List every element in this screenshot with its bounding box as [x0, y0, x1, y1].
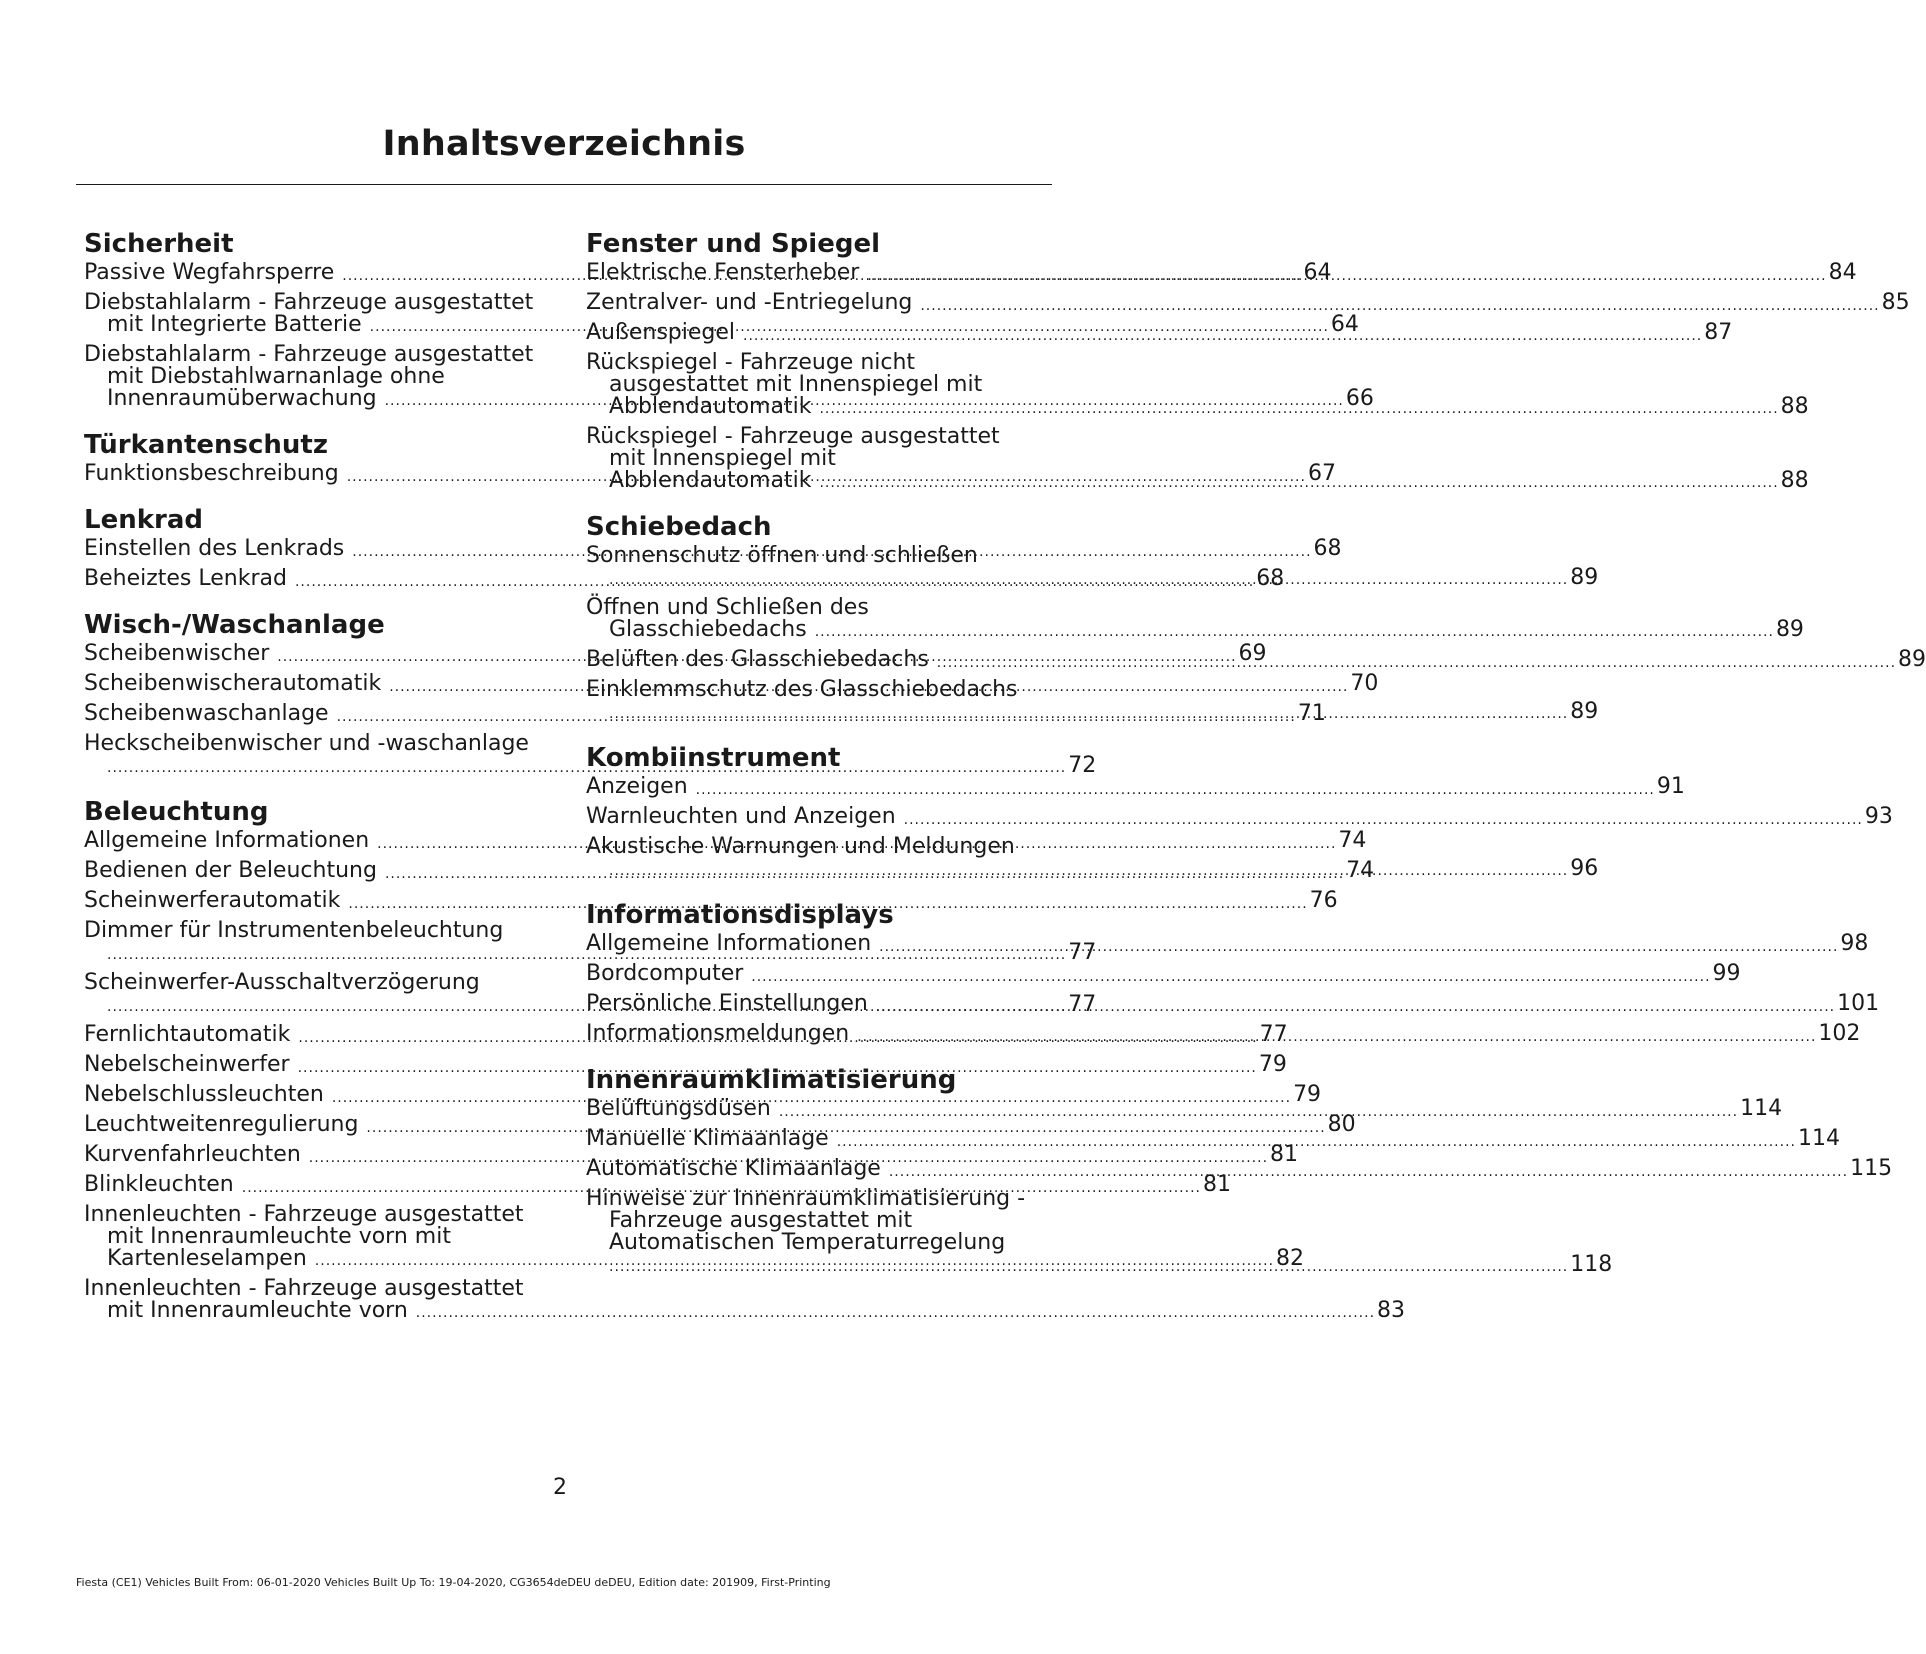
entry-title-line: Allgemeine Informationen — [84, 828, 370, 853]
entry-page-number: 71 — [1297, 701, 1326, 726]
section-heading: Sicherheit — [84, 229, 234, 259]
entry-page-number: 74 — [1346, 858, 1375, 883]
dot-leader — [609, 706, 1568, 722]
entry-page-number: 96 — [1570, 856, 1599, 881]
entry-page-number: 74 — [1338, 828, 1367, 853]
dot-leader — [416, 1305, 1375, 1321]
entry-title-line: Innenraumüberwachung — [107, 386, 377, 411]
dot-leader — [889, 1164, 1848, 1180]
entry-title-line: Beheiztes Lenkrad — [84, 566, 287, 591]
entry-title-line: Rückspiegel - Fahrzeuge ausgestattet — [586, 424, 1000, 449]
entry-title-line: Scheinwerfer-Ausschaltverzögerung — [84, 970, 480, 995]
section-heading: Türkantenschutz — [84, 430, 328, 460]
entry-title-line: Allgemeine Informationen — [586, 931, 872, 956]
entry-page-number: 115 — [1850, 1156, 1893, 1181]
entry-title-line: Innenleuchten - Fahrzeuge ausgestattet — [84, 1276, 524, 1301]
title-divider — [76, 184, 1052, 185]
entry-page-number: 93 — [1864, 804, 1893, 829]
dot-leader — [743, 328, 1702, 344]
entry-page-number: 118 — [1570, 1252, 1613, 1277]
dot-leader — [867, 268, 1826, 284]
dot-leader — [876, 999, 1835, 1015]
entry-page-number: 70 — [1350, 671, 1379, 696]
entry-page-number: 99 — [1712, 961, 1741, 986]
dot-leader — [609, 572, 1568, 588]
dot-leader — [819, 475, 1778, 491]
entry-title-line: Kurvenfahrleuchten — [84, 1142, 301, 1167]
entry-page-number: 88 — [1780, 468, 1809, 493]
entry-title-line: Heckscheibenwischer und -waschanlage — [84, 731, 529, 756]
entry-title-line: Leuchtweitenregulierung — [84, 1112, 359, 1137]
entry-title-line: mit Diebstahlwarnanlage ohne — [107, 364, 445, 389]
entry-title-line: Abblendautomatik — [609, 394, 812, 419]
entry-title-line: Einstellen des Lenkrads — [84, 536, 345, 561]
toc-entry[interactable] — [84, 858, 1375, 883]
entry-title-line: Persönliche Einstellungen — [586, 991, 868, 1016]
entry-page-number: 88 — [1780, 394, 1809, 419]
entry-page-number: 81 — [1270, 1142, 1299, 1167]
footer-edition-info: Fiesta (CE1) Vehicles Built From: 06-01-2020 Vehicles Built Up To: 19-04-2020, CG3654deDEU deDEU, Edition date: 201909, First-Printing — [76, 1576, 831, 1589]
entry-page-number: 79 — [1258, 1052, 1287, 1077]
toc-entry[interactable] — [586, 961, 1741, 986]
entry-title-line: Nebelschlussleuchten — [84, 1082, 324, 1107]
entry-title-line: Akustische Warnungen und Meldungen — [586, 834, 1015, 859]
toc-entry[interactable] — [586, 804, 1893, 829]
entry-title-line: Automatische Klimaanlage — [586, 1156, 881, 1181]
entry-page-number: 87 — [1704, 320, 1733, 345]
entry-page-number: 81 — [1202, 1172, 1231, 1197]
section-heading: Schiebedach — [586, 512, 772, 542]
dot-leader — [937, 655, 1896, 671]
entry-title-line: Blinkleuchten — [84, 1172, 234, 1197]
entry-title-line: Warnleuchten und Anzeigen — [586, 804, 896, 829]
entry-title-line: Passive Wegfahrsperre — [84, 260, 335, 285]
entry-title-line: Einklemmschutz des Glasschiebedachs — [586, 677, 1018, 702]
entry-page-number: 77 — [1068, 992, 1097, 1017]
dot-leader — [609, 1259, 1568, 1275]
entry-title-line: Sonnenschutz öffnen und schließen — [586, 543, 978, 568]
entry-page-number: 66 — [1345, 386, 1374, 411]
entry-page-number: 72 — [1068, 753, 1097, 778]
entry-title-line: Öffnen und Schließen des — [586, 595, 869, 620]
dot-leader — [779, 1104, 1738, 1120]
section-heading: Kombiinstrument — [586, 743, 841, 773]
entry-page-number: 84 — [1828, 260, 1857, 285]
toc-entry[interactable] — [84, 1112, 1356, 1137]
entry-title-line: Dimmer für Instrumentenbeleuchtung — [84, 918, 504, 943]
entry-title-line: Rückspiegel - Fahrzeuge nicht — [586, 350, 916, 375]
entry-title-line: Funktionsbeschreibung — [84, 461, 339, 486]
entry-title-line: Automatischen Temperaturregelung — [609, 1230, 1006, 1255]
entry-title-line: Abblendautomatik — [609, 468, 812, 493]
entry-title-line: Scheibenwaschanlage — [84, 701, 329, 726]
toc-entry[interactable] — [84, 1142, 1299, 1167]
toc-entry[interactable] — [586, 290, 1910, 315]
entry-page-number: 101 — [1837, 991, 1880, 1016]
entry-title-line: ausgestattet mit Innenspiegel mit — [609, 372, 983, 397]
dot-leader — [857, 1029, 1816, 1045]
toc-entry[interactable] — [84, 1172, 1231, 1197]
entry-title-line: Anzeigen — [586, 774, 688, 799]
dot-leader — [696, 782, 1655, 798]
entry-title-line: Diebstahlalarm - Fahrzeuge ausgestattet — [84, 290, 534, 315]
section-heading: Innenraumklimatisierung — [586, 1065, 957, 1095]
entry-page-number: 64 — [1330, 312, 1359, 337]
dot-leader — [837, 1134, 1796, 1150]
toc-entry[interactable] — [84, 1276, 1406, 1323]
entry-page-number: 69 — [1238, 641, 1267, 666]
page-title: Inhaltsverzeichnis — [382, 124, 746, 164]
entry-title-line: Hinweise zur Innenraumklimatisierung - — [586, 1186, 1026, 1211]
entry-title-line: Scheibenwischer — [84, 641, 270, 666]
entry-title-line: Bedienen der Beleuchtung — [84, 858, 377, 883]
entry-page-number: 82 — [1276, 1246, 1305, 1271]
entry-page-number: 89 — [1898, 647, 1926, 672]
entry-title-line: mit Innenraumleuchte vorn — [107, 1298, 408, 1323]
entry-page-number: 79 — [1293, 1082, 1322, 1107]
entry-title-line: Informationsmeldungen — [586, 1021, 850, 1046]
entry-page-number: 76 — [1309, 888, 1338, 913]
entry-title-line: Scheinwerferautomatik — [84, 888, 341, 913]
entry-title-line: mit Innenspiegel mit — [609, 446, 836, 471]
entry-page-number: 114 — [1797, 1126, 1840, 1151]
entry-title-line: Glasschiebedachs — [609, 617, 807, 642]
toc-entry[interactable] — [84, 701, 1326, 726]
entry-title-line: Zentralver- und -Entriegelung — [586, 290, 913, 315]
entry-page-number: 85 — [1881, 290, 1910, 315]
toc-entry[interactable] — [586, 1156, 1893, 1181]
entry-page-number: 89 — [1570, 565, 1599, 590]
page-number: 2 — [553, 1475, 567, 1500]
dot-leader — [609, 863, 1568, 879]
toc-entry[interactable] — [586, 595, 1804, 642]
entry-page-number: 98 — [1840, 931, 1869, 956]
section-heading: Lenkrad — [84, 505, 203, 535]
entry-title-line: Innenleuchten - Fahrzeuge ausgestattet — [84, 1202, 524, 1227]
entry-page-number: 114 — [1740, 1096, 1783, 1121]
entry-title-line: Bordcomputer — [586, 961, 744, 986]
entry-page-number: 80 — [1327, 1112, 1356, 1137]
dot-leader — [879, 939, 1838, 955]
dot-leader — [920, 298, 1879, 314]
entry-title-line: Fahrzeuge ausgestattet mit — [609, 1208, 913, 1233]
entry-page-number: 68 — [1256, 566, 1285, 591]
entry-title-line: Außenspiegel — [586, 320, 736, 345]
toc-entry[interactable] — [586, 774, 1685, 799]
toc-entry[interactable] — [84, 888, 1338, 913]
entry-title-line: Elektrische Fensterheber — [586, 260, 860, 285]
entry-title-line: mit Integrierte Batterie — [107, 312, 362, 337]
entry-page-number: 89 — [1570, 699, 1599, 724]
toc-entry[interactable] — [84, 1082, 1322, 1107]
toc-entry[interactable] — [84, 1052, 1287, 1077]
entry-title-line: Scheibenwischerautomatik — [84, 671, 382, 696]
entry-title-line: Diebstahlalarm - Fahrzeuge ausgestattet — [84, 342, 534, 367]
entry-title-line: Fernlichtautomatik — [84, 1022, 291, 1047]
entry-page-number: 83 — [1377, 1298, 1406, 1323]
entry-page-number: 102 — [1818, 1021, 1861, 1046]
entry-page-number: 68 — [1313, 536, 1342, 561]
toc-entry[interactable] — [84, 566, 1285, 591]
section-heading: Wisch-/Waschanlage — [84, 610, 385, 640]
section-heading: Informationsdisplays — [586, 900, 894, 930]
section-heading: Fenster und Spiegel — [586, 229, 880, 259]
dot-leader — [819, 401, 1778, 417]
entry-title-line: Nebelscheinwerfer — [84, 1052, 290, 1077]
toc-entry[interactable] — [586, 1096, 1783, 1121]
dot-leader — [815, 624, 1774, 640]
section-heading: Beleuchtung — [84, 797, 269, 827]
entry-page-number: 89 — [1775, 617, 1804, 642]
entry-title-line: Kartenleselampen — [107, 1246, 307, 1271]
entry-page-number: 77 — [1068, 940, 1097, 965]
dot-leader — [751, 969, 1710, 985]
entry-page-number: 77 — [1259, 1022, 1288, 1047]
entry-page-number: 64 — [1303, 260, 1332, 285]
entry-title-line: mit Innenraumleuchte vorn mit — [107, 1224, 451, 1249]
entry-page-number: 67 — [1307, 461, 1336, 486]
entry-page-number: 91 — [1656, 774, 1685, 799]
entry-title-line: Manuelle Klimaanlage — [586, 1126, 829, 1151]
entry-title-line: Belüften des Glasschiebedachs — [586, 647, 929, 672]
dot-leader — [904, 812, 1863, 828]
entry-title-line: Belüftungsdüsen — [586, 1096, 771, 1121]
toc-entry[interactable] — [586, 1126, 1840, 1151]
